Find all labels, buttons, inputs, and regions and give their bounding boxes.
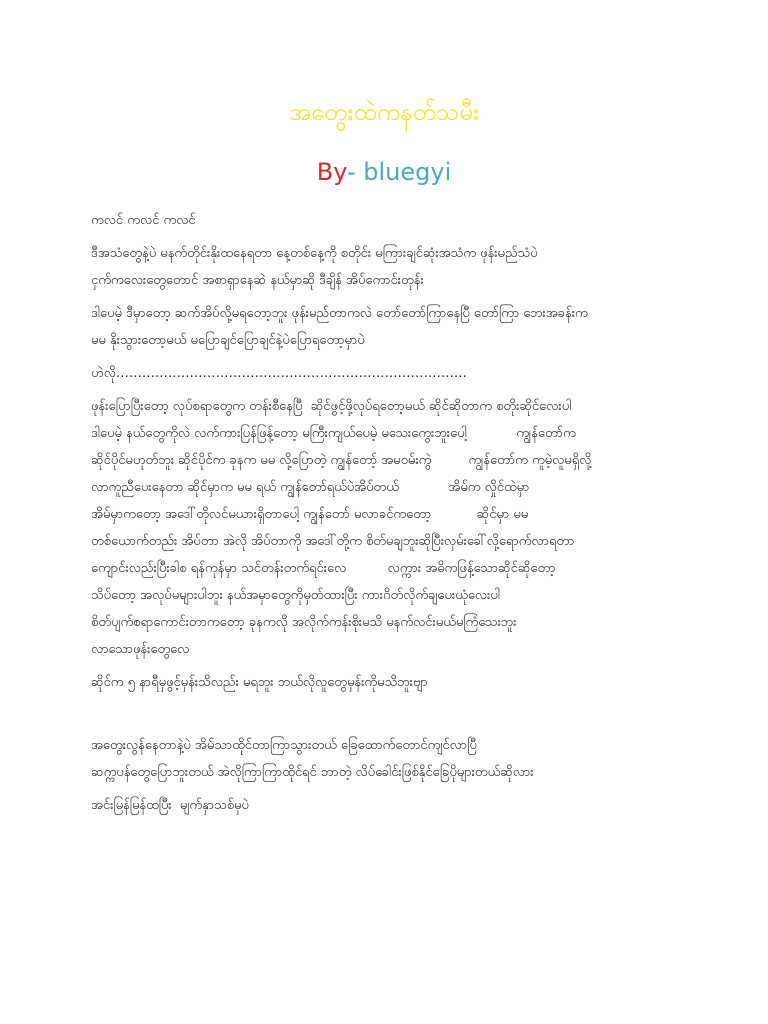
- paragraph-line: ဒါပေမဲ့ ဒီမှာတော့ ဆက်အိပ်လို့မရတော့ဘူး ဖုန်းမည်တာကလဲ တော်တော်ကြာနေပြီ တော်ကြာ ဘေးအခန်းက: [91, 306, 588, 321]
- byline-label: By: [316, 158, 347, 186]
- paragraph-line: ကလင် ကလင် ကလင်: [91, 213, 196, 228]
- story-body: [91, 207, 731, 825]
- paragraph-gap: [91, 702, 731, 732]
- paragraph: [91, 669, 731, 696]
- paragraph-line: ဟဲလို………………………………………………………………………: [91, 366, 467, 381]
- paragraph-line: စိတ်ပျက်စရာကောင်းတာကတော့ ခုနကလို အလိုက်ကန်းစိုးမသိ မနက်လင်းမယ်မကြံသေးဘူး: [91, 615, 517, 630]
- paragraph: [91, 360, 731, 387]
- paragraph-line: ဒီအသံတွေနဲ့ပဲ မနက်တိုင်းနိုးထနေရတာ နေ့တစ်နေ့ကို စတိုင်း မကြားချင်ဆုံးအသံက ဖုန်းမည်သံပဲ: [91, 246, 538, 261]
- paragraph-line: ကျောင်းလည်းပြီးခါစ ရန်ကုန်မှာ သင်တန်းတက်ရင်းလေ လက္ကား အဓိကဖြန့်သောဆိုင်ဆိုတော့: [91, 561, 556, 576]
- paragraph-line: ဆိုင်ပိုင်မဟုတ်ဘူး ဆိုင်ပိုင်က ခုနက မမ လို့ပြောတဲ့ ကျွန်တော့် အမဝမ်းကွဲ ကျွန်တော်က ကူမဲ့လူမရှိလို့: [91, 453, 592, 468]
- paragraph-line: သိပ်တော့ အလုပ်မများပါဘူး နယ်အမှာတွေကိုမှတ်ထားပြီး ကားဂိတ်လိုက်ချပေးယုံလေးပါ: [91, 588, 501, 603]
- paragraph: [91, 393, 731, 663]
- paragraph-line: ဆိုင်က ၅ နာရီမှဖွင့်မှန်းသိလည်း မရဘူး ဘယ်လိုလူတွေမှန်းကိုမသိဘူးဗျာ: [91, 675, 428, 690]
- paragraph-line: ဒါပေမဲ့ နယ်တွေကိုလဲ လက်ကားပြန်ဖြန့်တော့ မကြီးကျယ်ပေမဲ့ မသေးကွေးဘူးပေါ့ ကျွန်တော်က: [91, 426, 576, 441]
- paragraph-line: အိမ်မှာကတော့ အဒေါ်တိုလင်မယားရှိတာပေါ့ ကျွန်တော် မလာခင်ကတော့ ဆိုင်မှာ မမ: [91, 507, 529, 522]
- paragraph: [91, 732, 731, 786]
- paragraph-line: တစ်ယောက်တည်း အိပ်တာ အဲလို အိပ်တာကို အဒေါ်တို့က စိတ်မချဘူးဆိုပြီးလှမ်းခေါ်လို့ရောက်လာရတာ: [91, 534, 575, 549]
- paragraph: [91, 240, 731, 294]
- paragraph-line: ငှက်ကလေးတွေတောင် အစာရှာနေဆဲ နယ်မှာဆို ဒီချိန် အိပ်ကောင်းတုန်း: [91, 273, 424, 288]
- paragraph-line: ဆက္ကပန်တွေပြောဘူးတယ် အဲလိုကြာကြာထိုင်ရင် ဘာတဲ့ လိပ်ခေါင်းဖြစ်နိုင်ခြေပိုများတယ်ဆိုလား: [91, 765, 534, 780]
- paragraph-line: လာသောဖုန်းတွေလေ: [91, 642, 190, 657]
- paragraph-line: လာကူညီပေးနေတာ ဆိုင်မှာက မမ ရယ် ကျွန်တော်ရယ်ပဲအိပ်တယ် အိမ်က လှိုင်ထဲမှာ: [91, 480, 530, 495]
- paragraph: [91, 300, 731, 354]
- paragraph-line: အင်းမြန်မြန်ထပြီး မျက်နှာသစ်မှပဲ: [91, 798, 249, 813]
- byline: [0, 154, 768, 190]
- paragraph: [91, 207, 731, 234]
- paragraph-line: အတွေးလွန်နေတာနဲ့ပဲ အိမ်သာထိုင်တာကြာသွားတယ် ခြေထောက်တောင်ကျင်လာပြီ: [91, 738, 477, 753]
- paragraph-line: မမ နိုးသွားတော့မယ် မပြောချင်ပြောချင်နဲ့ပဲပြောရတော့မှာပဲ: [91, 333, 365, 348]
- byline-author: - bluegyi: [346, 158, 452, 186]
- paragraph-line: ဖုန်းပြောပြီးတော့ လုပ်စရာတွေက တန်းစီနေပြီ ဆိုင်ဖွင့်ဖို့လုပ်ရတော့မယ် ဆိုင်ဆိုတာက စတိုးဆိုင်လေးပါ: [91, 399, 572, 414]
- paragraph: [91, 792, 731, 819]
- story-title: အတွေးထဲကနတ်သမီး: [288, 98, 479, 126]
